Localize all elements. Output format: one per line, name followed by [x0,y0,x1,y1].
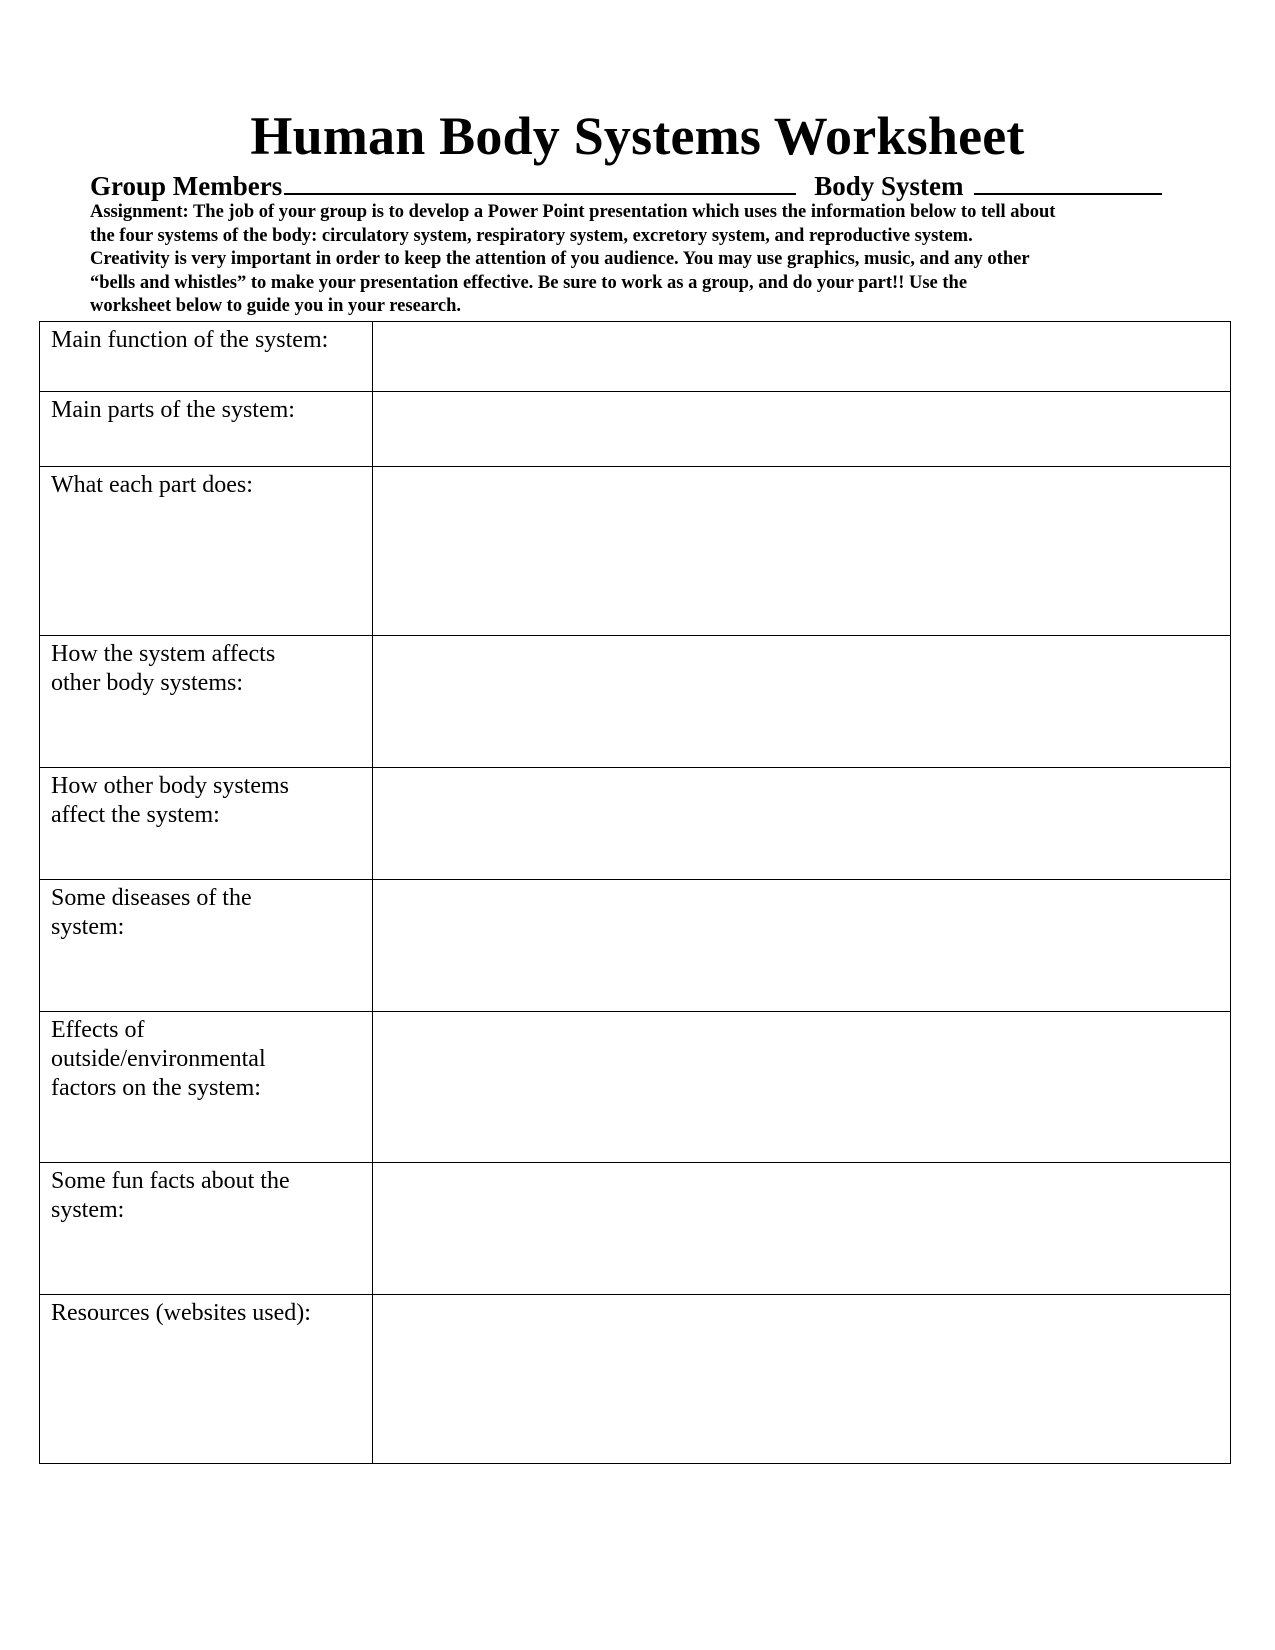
row-label-line: Resources (websites used): [51,1300,311,1326]
answer-cell[interactable] [373,1012,1231,1163]
answer-cell[interactable] [373,1163,1231,1295]
group-members-field[interactable] [284,166,796,195]
answer-cell[interactable] [373,768,1231,880]
table-row [40,392,1231,467]
table-row [40,768,1231,880]
table-row [40,1163,1231,1295]
answer-cell[interactable] [373,392,1231,467]
header-line [90,166,1200,203]
assignment-line: Assignment: The job of your group is to develop a Power Point presentation which uses the information below to tell about [90,202,1056,222]
table-row [40,322,1231,392]
row-label-line: Effects of [51,1017,145,1043]
row-label-line: Main function of the system: [51,327,329,353]
table-row [40,1295,1231,1464]
assignment-line: “bells and whistles” to make your presentation effective. Be sure to work as a group, and do your part!! Use the [90,272,968,293]
group-members-label: Group Members [90,171,283,201]
row-label-line: Main parts of the system: [51,397,295,423]
table-row [40,467,1231,636]
row-label-line: other body systems: [51,670,243,696]
body-system-label: Body System [814,171,964,201]
table-row [40,1012,1231,1163]
row-label-line: Some diseases of the [51,885,252,911]
row-label-line: What each part does: [51,472,253,498]
row-label-line: factors on the system: [51,1075,261,1101]
row-label-line: system: [51,1197,125,1223]
row-label-line: Some fun facts about the [51,1168,290,1194]
row-label-line: system: [51,914,125,940]
row-label [40,880,373,1012]
row-label [40,1295,373,1464]
assignment-line: worksheet below to guide you in your research. [90,296,462,316]
row-label [40,1012,373,1163]
row-label [40,392,373,467]
row-label [40,768,373,880]
body-system-field[interactable] [974,166,1162,195]
page-title: Human Body Systems Worksheet [250,106,1025,166]
answer-cell[interactable] [373,322,1231,392]
row-label [40,322,373,392]
row-label [40,636,373,768]
row-label [40,467,373,636]
answer-cell[interactable] [373,636,1231,768]
answer-cell[interactable] [373,1295,1231,1464]
row-label [40,1163,373,1295]
row-label-line: How the system affects [51,641,276,667]
row-label-line: affect the system: [51,802,220,828]
table-row [40,880,1231,1012]
assignment-line: Creativity is very important in order to keep the attention of you audience. You may use graphics, music, and any other [90,249,1030,269]
table-row [40,636,1231,768]
answer-cell[interactable] [373,467,1231,636]
assignment-line: the four systems of the body: circulatory system, respiratory system, excretory system, and reproductive system. [90,225,973,246]
row-label-line: outside/environmental [51,1046,266,1072]
worksheet-table [39,321,1231,1464]
assignment-text [90,201,1205,319]
row-label-line: How other body systems [51,773,289,799]
answer-cell[interactable] [373,880,1231,1012]
